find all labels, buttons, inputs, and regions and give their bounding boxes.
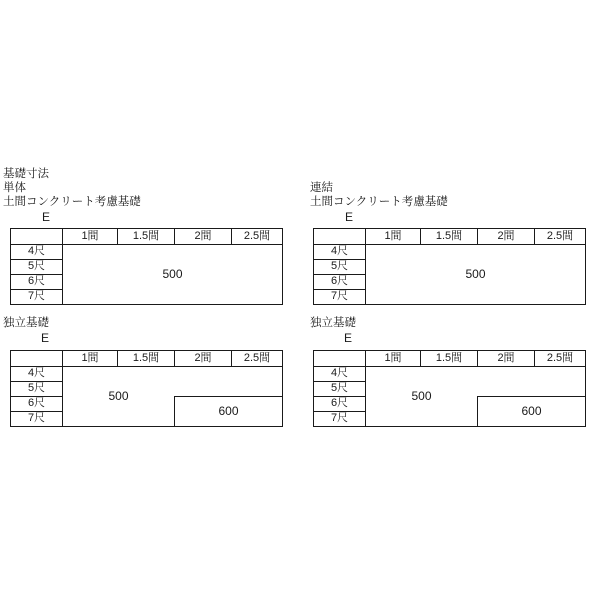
row-header-4shaku: 4尺	[330, 367, 349, 379]
row-header-5shaku: 5尺	[330, 260, 349, 272]
col-header-1ken: 1間	[384, 230, 402, 242]
table-linked-slab	[313, 228, 586, 305]
table-single-isolated	[10, 350, 283, 427]
value-cell-600: 600	[521, 404, 542, 418]
col-header-2ken: 2間	[194, 352, 212, 364]
col-header-2-5ken: 2.5間	[243, 352, 271, 364]
row-header-4shaku: 4尺	[27, 245, 46, 257]
axis-label-e: E	[42, 210, 51, 224]
row-header-7shaku: 7尺	[330, 290, 349, 302]
col-header-1ken: 1間	[81, 352, 99, 364]
col-header-1-5ken: 1.5間	[435, 352, 463, 364]
value-cell-500: 500	[162, 267, 183, 281]
axis-label-e: E	[41, 331, 50, 345]
col-header-1-5ken: 1.5間	[435, 230, 463, 242]
value-cell-500: 500	[108, 389, 129, 403]
table-title-linked-isolated: 独立基礎	[310, 317, 356, 329]
col-header-2-5ken: 2.5間	[243, 230, 271, 242]
group-label-single: 単体	[3, 182, 26, 194]
col-header-1ken: 1間	[81, 230, 99, 242]
col-header-1-5ken: 1.5間	[132, 230, 160, 242]
row-header-6shaku: 6尺	[27, 275, 46, 287]
table-linked-isolated	[313, 350, 586, 427]
col-header-2-5ken: 2.5間	[546, 230, 574, 242]
row-header-5shaku: 5尺	[330, 382, 349, 394]
table-title-linked-slab: 土間コンクリート考慮基礎	[310, 196, 448, 208]
row-header-7shaku: 7尺	[330, 412, 349, 424]
value-cell-500: 500	[465, 267, 486, 281]
table-title-single-isolated: 独立基礎	[3, 317, 49, 329]
col-header-2ken: 2間	[497, 352, 515, 364]
row-header-5shaku: 5尺	[27, 382, 46, 394]
page-title: 基礎寸法	[3, 168, 49, 180]
col-header-2ken: 2間	[497, 230, 515, 242]
row-header-6shaku: 6尺	[330, 397, 349, 409]
row-header-6shaku: 6尺	[27, 397, 46, 409]
value-cell-600: 600	[218, 404, 239, 418]
row-header-4shaku: 4尺	[330, 245, 349, 257]
row-header-5shaku: 5尺	[27, 260, 46, 272]
value-cell-500: 500	[411, 389, 432, 403]
row-header-6shaku: 6尺	[330, 275, 349, 287]
axis-label-e: E	[345, 210, 354, 224]
row-header-4shaku: 4尺	[27, 367, 46, 379]
col-header-1-5ken: 1.5間	[132, 352, 160, 364]
col-header-2-5ken: 2.5間	[546, 352, 574, 364]
row-header-7shaku: 7尺	[27, 412, 46, 424]
axis-label-e: E	[344, 331, 353, 345]
table-title-single-slab: 土間コンクリート考慮基礎	[3, 196, 141, 208]
row-header-7shaku: 7尺	[27, 290, 46, 302]
group-label-linked: 連結	[310, 182, 333, 194]
col-header-2ken: 2間	[194, 230, 212, 242]
table-single-slab	[10, 228, 283, 305]
col-header-1ken: 1間	[384, 352, 402, 364]
